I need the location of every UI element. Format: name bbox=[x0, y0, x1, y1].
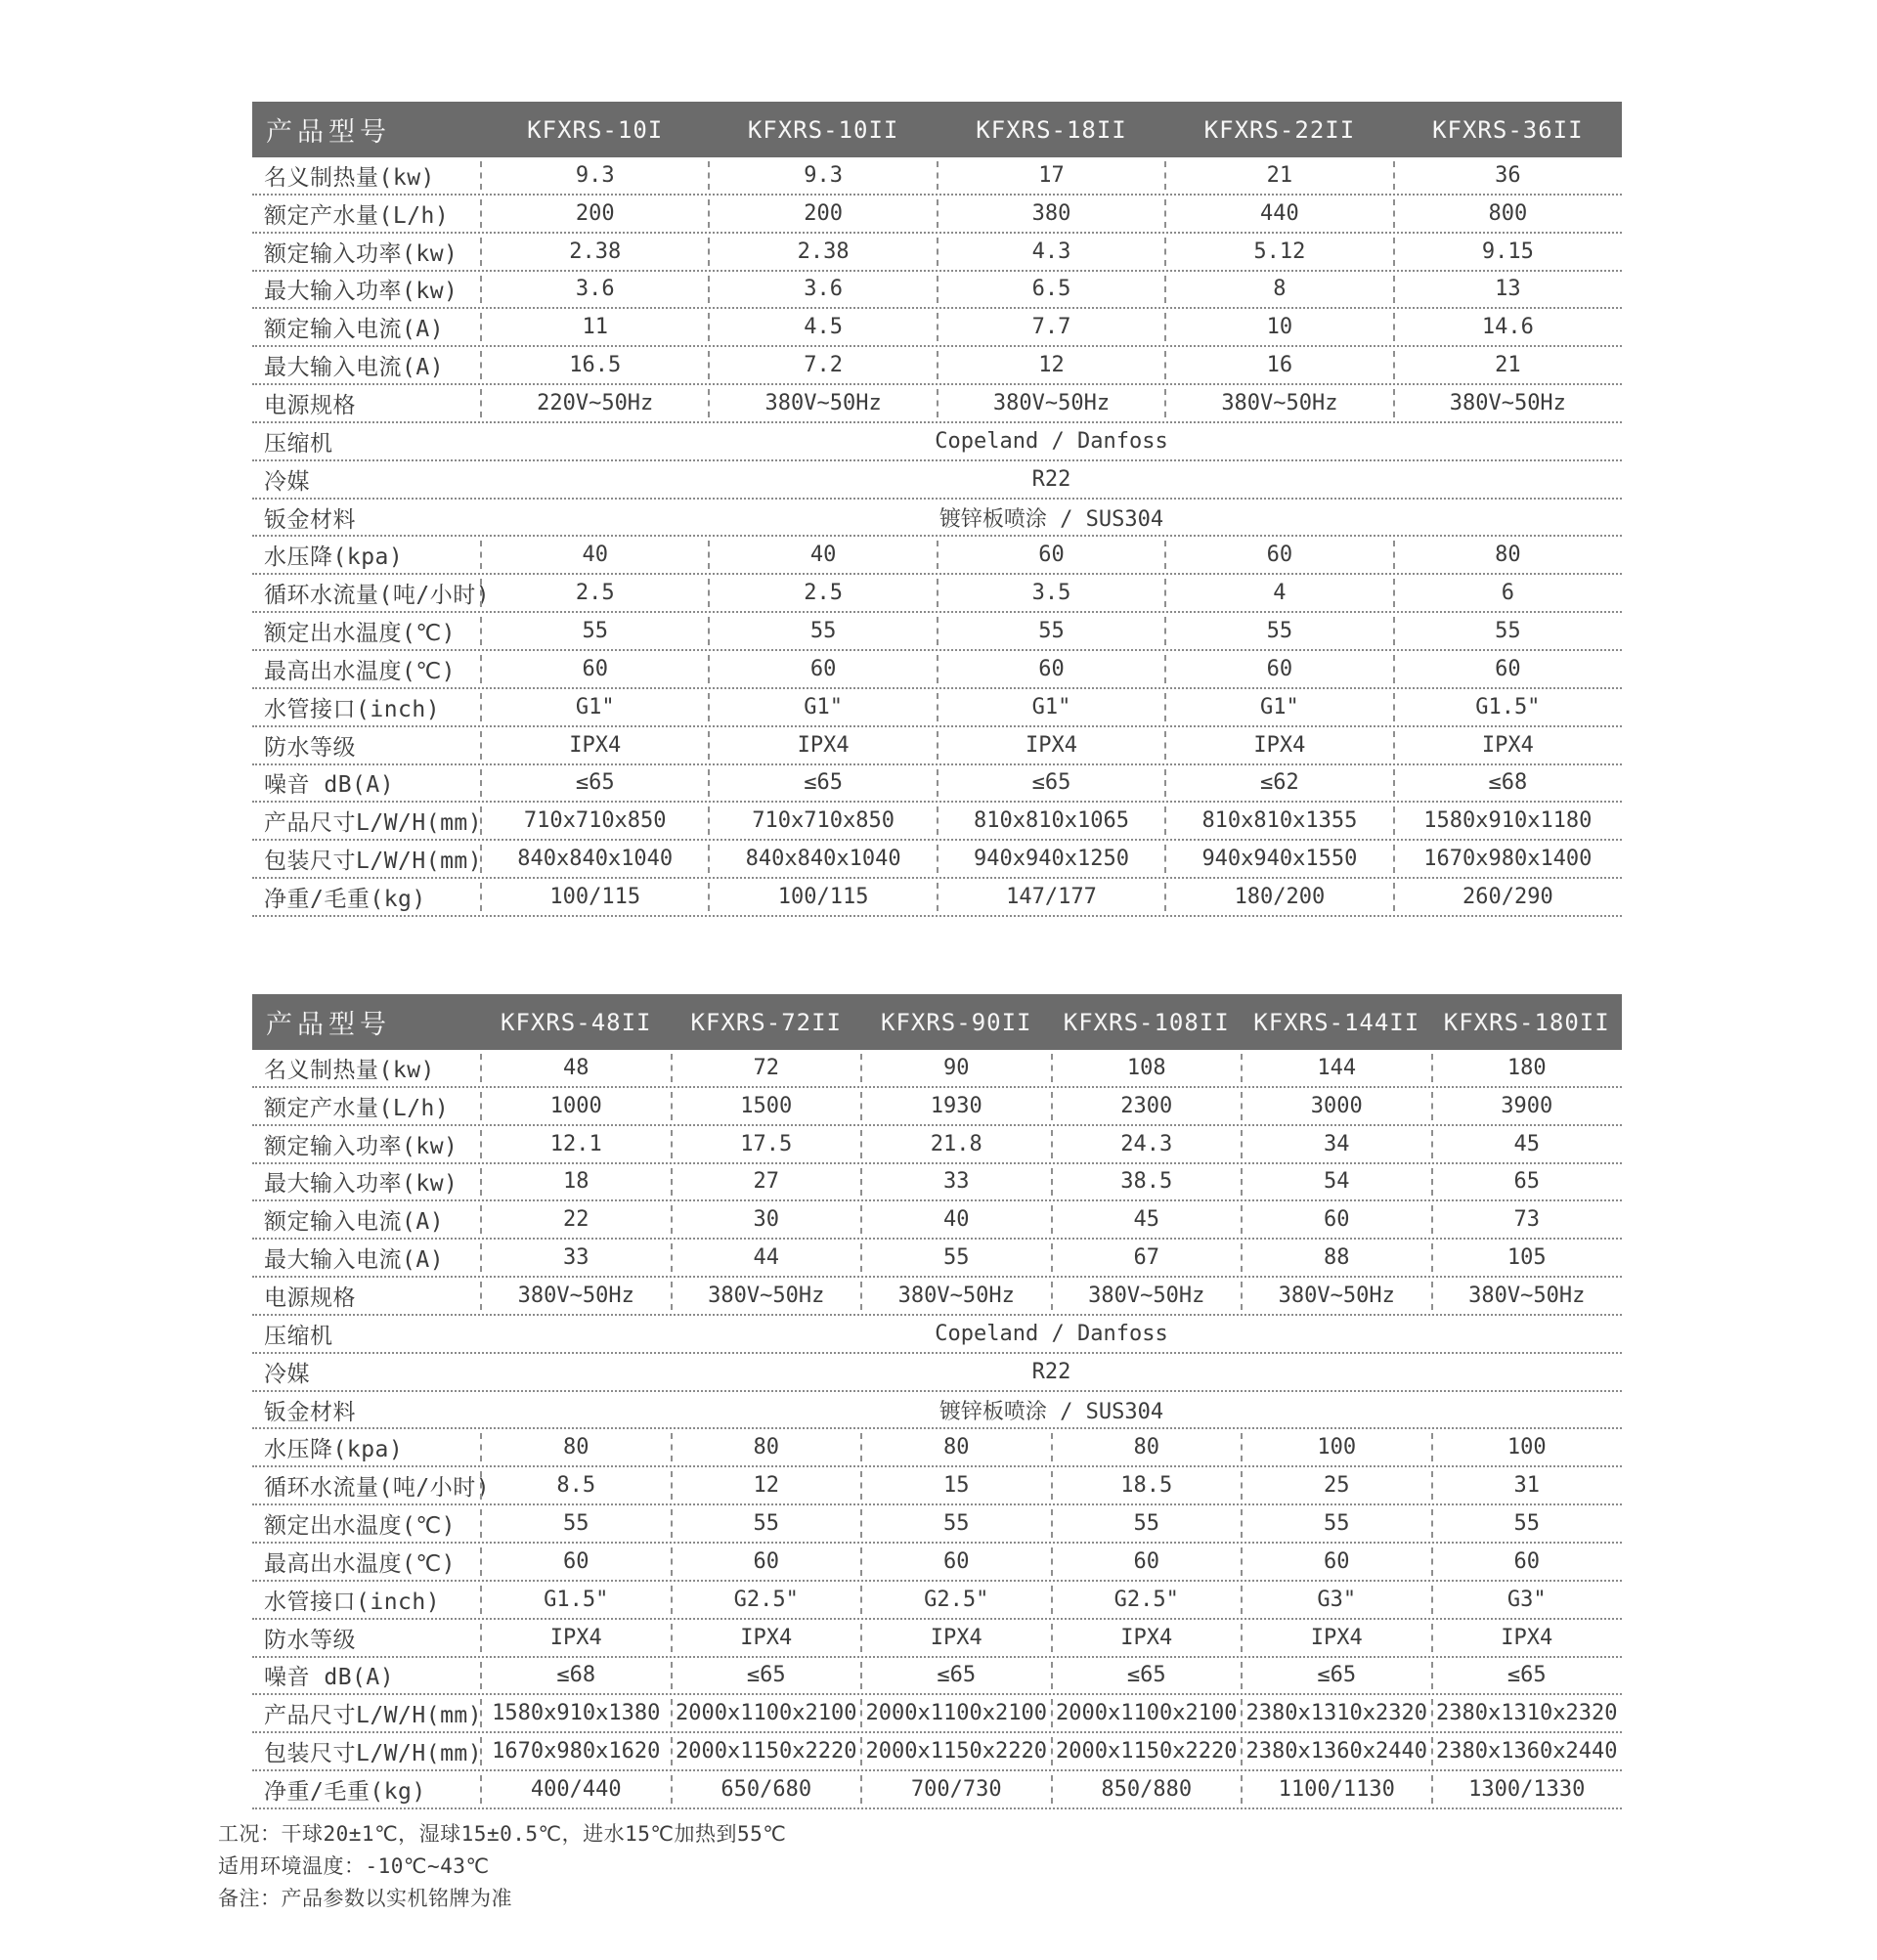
spec-value-cell: 3.6 bbox=[481, 272, 709, 308]
spec-value-cell: 40 bbox=[709, 537, 937, 573]
spec-value-cell: ≤68 bbox=[481, 1658, 672, 1694]
spec-value-cell: G1" bbox=[481, 689, 709, 725]
spec-table-large-models bbox=[252, 994, 1622, 1809]
spec-value-cell: 36 bbox=[1394, 157, 1622, 194]
spec-value-cell: IPX4 bbox=[481, 1620, 672, 1656]
spec-value-cell: G2.5" bbox=[1052, 1582, 1243, 1618]
row-label: 水管接口(inch) bbox=[264, 696, 441, 722]
spec-value-cell: ≤65 bbox=[709, 765, 937, 802]
spec-value-cell: 1000 bbox=[481, 1088, 672, 1124]
spec-value-cell: ≤65 bbox=[1052, 1658, 1243, 1694]
row-label: 冷媒 bbox=[264, 1361, 310, 1387]
spec-value-cell: 80 bbox=[1052, 1429, 1243, 1465]
table-row bbox=[252, 765, 1622, 804]
spec-value-cell: 180/200 bbox=[1165, 879, 1393, 915]
spec-value-cell: 2000x1100x2100 bbox=[1052, 1695, 1243, 1731]
row-label: 电源规格 bbox=[264, 392, 356, 418]
row-label: 噪音 dB(A) bbox=[264, 1665, 395, 1691]
spec-value-cell: 3000 bbox=[1242, 1088, 1432, 1124]
spec-value-cell: 108 bbox=[1052, 1050, 1243, 1086]
spec-value-cell: 31 bbox=[1432, 1467, 1623, 1503]
spec-value-cell: 2.38 bbox=[709, 234, 937, 270]
model-column-title: 产品型号 bbox=[266, 117, 391, 148]
spec-value-cell: 8.5 bbox=[481, 1467, 672, 1503]
spec-value-cell: 440 bbox=[1165, 196, 1393, 232]
spec-value-cell: 88 bbox=[1242, 1240, 1432, 1276]
table-row bbox=[252, 1050, 1622, 1088]
table-row bbox=[252, 689, 1622, 727]
row-label: 名义制热量(kw) bbox=[264, 164, 435, 191]
spec-value-cell: 220V~50Hz bbox=[481, 385, 709, 421]
spec-value-cell: 380V~50Hz bbox=[1394, 385, 1622, 421]
table-row bbox=[252, 272, 1622, 310]
spec-value-cell: 55 bbox=[861, 1240, 1052, 1276]
spec-value-cell: IPX4 bbox=[481, 727, 709, 763]
table-row bbox=[252, 803, 1622, 841]
table-row bbox=[252, 423, 1622, 461]
table-row bbox=[252, 1201, 1622, 1240]
table-row bbox=[252, 347, 1622, 385]
spec-value-cell: 80 bbox=[481, 1429, 672, 1465]
spec-value-cell: 8 bbox=[1165, 272, 1393, 308]
model-header-cell: KFXRS-48II bbox=[501, 1008, 652, 1036]
row-label: 最高出水温度(℃) bbox=[264, 1550, 457, 1577]
spec-value-cell: 1500 bbox=[672, 1088, 862, 1124]
spec-value-cell: 147/177 bbox=[938, 879, 1165, 915]
spec-value-cell: ≤65 bbox=[481, 765, 709, 802]
spec-value-cell: 33 bbox=[481, 1240, 672, 1276]
table-row bbox=[252, 1278, 1622, 1316]
spec-value-cell: 2.5 bbox=[709, 575, 937, 611]
spec-value-cell: 55 bbox=[481, 613, 709, 649]
spec-value-cell: 2000x1100x2100 bbox=[672, 1695, 862, 1731]
spec-value-cell: 90 bbox=[861, 1050, 1052, 1086]
model-header-cell: KFXRS-18II bbox=[976, 115, 1127, 144]
spec-value-cell: 9.3 bbox=[709, 157, 937, 194]
spec-value-cell: 38.5 bbox=[1052, 1164, 1243, 1200]
model-header-cell: KFXRS-144II bbox=[1253, 1008, 1420, 1036]
spec-value-cell: 2000x1150x2220 bbox=[1052, 1733, 1243, 1769]
table-row bbox=[252, 1429, 1622, 1467]
spec-value-cell: 15 bbox=[861, 1467, 1052, 1503]
spec-value-cell: 40 bbox=[861, 1201, 1052, 1238]
spec-value-cell: 22 bbox=[481, 1201, 672, 1238]
spec-value-cell: 72 bbox=[672, 1050, 862, 1086]
spec-value-cell: 1300/1330 bbox=[1432, 1771, 1623, 1808]
spec-value-cell: 940x940x1250 bbox=[938, 841, 1165, 877]
spec-value-cell: IPX4 bbox=[1432, 1620, 1623, 1656]
row-label: 额定输入功率(kw) bbox=[264, 1133, 458, 1159]
spec-value-cell: IPX4 bbox=[1242, 1620, 1432, 1656]
spec-value-cell: 7.7 bbox=[938, 309, 1165, 345]
model-header-cell: KFXRS-36II bbox=[1432, 115, 1584, 144]
spec-value-cell: 60 bbox=[1165, 537, 1393, 573]
spec-value-cell: 48 bbox=[481, 1050, 672, 1086]
spec-value-cell: G1" bbox=[938, 689, 1165, 725]
footnote-test-conditions: 工况：干球20±1℃，湿球15±0.5℃，进水15℃加热到55℃ bbox=[218, 1822, 787, 1846]
row-label: 最大输入电流(A) bbox=[264, 1247, 445, 1274]
spec-value-cell: 810x810x1355 bbox=[1165, 803, 1393, 839]
spec-value-cell: 60 bbox=[938, 537, 1165, 573]
row-label: 噪音 dB(A) bbox=[264, 772, 395, 799]
row-label: 防水等级 bbox=[264, 734, 356, 761]
spec-value-cell: 44 bbox=[672, 1240, 862, 1276]
spec-value-cell: 60 bbox=[1432, 1544, 1623, 1580]
row-label: 净重/毛重(kg) bbox=[264, 886, 426, 912]
spec-value-cell: 60 bbox=[672, 1544, 862, 1580]
table-body bbox=[252, 1050, 1622, 1809]
spec-value-cell: 380 bbox=[938, 196, 1165, 232]
row-label: 额定出水温度(℃) bbox=[264, 1513, 457, 1540]
model-header-cell: KFXRS-90II bbox=[881, 1008, 1032, 1036]
row-label: 包装尺寸L/W/H(mm) bbox=[264, 849, 483, 875]
table-row bbox=[252, 1126, 1622, 1164]
row-label: 额定输入电流(A) bbox=[264, 317, 445, 343]
spec-value-cell: 3.6 bbox=[709, 272, 937, 308]
table-row bbox=[252, 879, 1622, 917]
spec-table-small-models bbox=[252, 102, 1622, 917]
row-label: 最大输入功率(kw) bbox=[264, 279, 458, 305]
spec-value-cell: ≤65 bbox=[1432, 1658, 1623, 1694]
row-label: 钣金材料 bbox=[264, 506, 356, 533]
spec-value-cell: 40 bbox=[481, 537, 709, 573]
spec-value-cell: 2.38 bbox=[481, 234, 709, 270]
model-header-cell: KFXRS-72II bbox=[690, 1008, 842, 1036]
spec-value-cell: 11 bbox=[481, 309, 709, 345]
spec-value-cell: ≤65 bbox=[938, 765, 1165, 802]
row-label: 电源规格 bbox=[264, 1285, 356, 1311]
spec-value-cell: 380V~50Hz bbox=[709, 385, 937, 421]
spec-value-cell: 80 bbox=[672, 1429, 862, 1465]
spec-value-cell: 55 bbox=[861, 1505, 1052, 1542]
spec-value-cell: 380V~50Hz bbox=[672, 1278, 862, 1314]
spec-value-cell: 12.1 bbox=[481, 1126, 672, 1162]
row-label: 压缩机 bbox=[264, 1323, 333, 1349]
spec-value-cell: 13 bbox=[1394, 272, 1622, 308]
spec-value-cell: 260/290 bbox=[1394, 879, 1622, 915]
spec-value-cell: 810x810x1065 bbox=[938, 803, 1165, 839]
spec-value-cell: 60 bbox=[1052, 1544, 1243, 1580]
spec-value-cell: 4.3 bbox=[938, 234, 1165, 270]
spec-value-cell: 17.5 bbox=[672, 1126, 862, 1162]
spec-value-cell: 7.2 bbox=[709, 347, 937, 383]
table-row bbox=[252, 1316, 1622, 1354]
table-row bbox=[252, 575, 1622, 613]
table-row bbox=[252, 1354, 1622, 1392]
spec-value-cell: G3" bbox=[1432, 1582, 1623, 1618]
spec-value-cell: 2380x1360x2440 bbox=[1242, 1733, 1432, 1769]
table-row bbox=[252, 1582, 1622, 1620]
spec-value-cell: 12 bbox=[672, 1467, 862, 1503]
spec-value-cell: 4.5 bbox=[709, 309, 937, 345]
table-row bbox=[252, 500, 1622, 538]
spec-value-cell: 380V~50Hz bbox=[1432, 1278, 1623, 1314]
row-label: 压缩机 bbox=[264, 430, 333, 457]
table-row bbox=[252, 234, 1622, 272]
spec-value-cell: 60 bbox=[481, 1544, 672, 1580]
table-row bbox=[252, 537, 1622, 575]
spec-value-cell: 6.5 bbox=[938, 272, 1165, 308]
spec-value-cell: ≤65 bbox=[672, 1658, 862, 1694]
spec-value-cell: 65 bbox=[1432, 1164, 1623, 1200]
row-label: 最大输入电流(A) bbox=[264, 355, 445, 381]
spec-value-cell: 60 bbox=[938, 651, 1165, 687]
spec-value-cell: 380V~50Hz bbox=[1165, 385, 1393, 421]
footnote-ambient-temperature: 适用环境温度：-10℃~43℃ bbox=[218, 1854, 490, 1878]
spec-value-cell: G2.5" bbox=[672, 1582, 862, 1618]
table-row bbox=[252, 841, 1622, 879]
row-label: 最大输入功率(kw) bbox=[264, 1171, 458, 1198]
spec-value-cell: G2.5" bbox=[861, 1582, 1052, 1618]
spec-value-cell: 200 bbox=[709, 196, 937, 232]
spec-value-cell: 54 bbox=[1242, 1164, 1432, 1200]
spec-value-cell: 2000x1150x2220 bbox=[672, 1733, 862, 1769]
spec-value-cell: 100 bbox=[1432, 1429, 1623, 1465]
spec-value-cell: 1930 bbox=[861, 1088, 1052, 1124]
spec-value-cell: G1" bbox=[1165, 689, 1393, 725]
spec-value-cell: 60 bbox=[709, 651, 937, 687]
spec-value-cell: 16 bbox=[1165, 347, 1393, 383]
row-label: 冷媒 bbox=[264, 468, 310, 495]
spec-value-cell: 16.5 bbox=[481, 347, 709, 383]
spec-value-cell: IPX4 bbox=[1052, 1620, 1243, 1656]
spec-value-cell: 55 bbox=[709, 613, 937, 649]
spec-value-cell: 60 bbox=[861, 1544, 1052, 1580]
table-row bbox=[252, 461, 1622, 500]
spec-value-cell: 105 bbox=[1432, 1240, 1623, 1276]
spec-value-cell: 100/115 bbox=[481, 879, 709, 915]
row-label: 水压降(kpa) bbox=[264, 544, 404, 571]
row-label: 额定输入电流(A) bbox=[264, 1209, 445, 1236]
spec-value-cell: 1580x910x1180 bbox=[1394, 803, 1622, 839]
spec-value-cell: 180 bbox=[1432, 1050, 1623, 1086]
spec-value-cell: 144 bbox=[1242, 1050, 1432, 1086]
spec-value-cell: G1" bbox=[709, 689, 937, 725]
spec-value-cell: 2380x1310x2320 bbox=[1432, 1695, 1623, 1731]
spec-value-cell: 3900 bbox=[1432, 1088, 1623, 1124]
table-row bbox=[252, 1467, 1622, 1505]
spec-value-cell: IPX4 bbox=[1165, 727, 1393, 763]
table-row bbox=[252, 1733, 1622, 1771]
spec-value-cell: 9.3 bbox=[481, 157, 709, 194]
spec-value-cell: 45 bbox=[1052, 1201, 1243, 1238]
spec-value-cell: ≤65 bbox=[1242, 1658, 1432, 1694]
table-body bbox=[252, 157, 1622, 917]
spec-span-value: R22 bbox=[1031, 1359, 1071, 1384]
spec-value-cell: IPX4 bbox=[1394, 727, 1622, 763]
spec-value-cell: ≤62 bbox=[1165, 765, 1393, 802]
spec-value-cell: 1100/1130 bbox=[1242, 1771, 1432, 1808]
table-header-row bbox=[252, 102, 1622, 157]
spec-value-cell: 18 bbox=[481, 1164, 672, 1200]
spec-value-cell: 67 bbox=[1052, 1240, 1243, 1276]
table-row bbox=[252, 613, 1622, 651]
table-row bbox=[252, 1771, 1622, 1809]
spec-value-cell: 60 bbox=[1394, 651, 1622, 687]
model-header-cell: KFXRS-108II bbox=[1063, 1008, 1230, 1036]
row-label: 额定产水量(L/h) bbox=[264, 202, 450, 229]
spec-span-value: 镀锌板喷涂 / SUS304 bbox=[938, 506, 1164, 532]
spec-span-value: Copeland / Danfoss bbox=[935, 1321, 1168, 1346]
spec-value-cell: 380V~50Hz bbox=[1052, 1278, 1243, 1314]
spec-span-value: 镀锌板喷涂 / SUS304 bbox=[938, 1399, 1164, 1424]
row-label: 额定产水量(L/h) bbox=[264, 1095, 450, 1121]
row-label: 产品尺寸L/W/H(mm) bbox=[264, 810, 483, 837]
footnote-remark: 备注：产品参数以实机铭牌为准 bbox=[218, 1887, 512, 1910]
table-row bbox=[252, 1505, 1622, 1544]
spec-value-cell: 5.12 bbox=[1165, 234, 1393, 270]
spec-value-cell: 33 bbox=[861, 1164, 1052, 1200]
row-label: 产品尺寸L/W/H(mm) bbox=[264, 1703, 483, 1729]
spec-value-cell: 55 bbox=[1242, 1505, 1432, 1542]
row-label: 额定出水温度(℃) bbox=[264, 621, 457, 647]
spec-value-cell: 940x940x1550 bbox=[1165, 841, 1393, 877]
table-row bbox=[252, 1240, 1622, 1278]
table-row bbox=[252, 385, 1622, 423]
model-header-cell: KFXRS-10I bbox=[527, 115, 664, 144]
spec-value-cell: 850/880 bbox=[1052, 1771, 1243, 1808]
spec-value-cell: 73 bbox=[1432, 1201, 1623, 1238]
model-header-cell: KFXRS-10II bbox=[747, 115, 899, 144]
spec-value-cell: 400/440 bbox=[481, 1771, 672, 1808]
table-row bbox=[252, 1164, 1622, 1202]
spec-value-cell: 21.8 bbox=[861, 1126, 1052, 1162]
spec-value-cell: 60 bbox=[1165, 651, 1393, 687]
spec-value-cell: 17 bbox=[938, 157, 1165, 194]
spec-value-cell: 6 bbox=[1394, 575, 1622, 611]
spec-value-cell: 25 bbox=[1242, 1467, 1432, 1503]
spec-value-cell: 380V~50Hz bbox=[1242, 1278, 1432, 1314]
spec-value-cell: 2380x1310x2320 bbox=[1242, 1695, 1432, 1731]
table-row bbox=[252, 1544, 1622, 1582]
row-label: 钣金材料 bbox=[264, 1399, 356, 1425]
spec-value-cell: IPX4 bbox=[938, 727, 1165, 763]
spec-value-cell: 800 bbox=[1394, 196, 1622, 232]
spec-value-cell: 34 bbox=[1242, 1126, 1432, 1162]
row-label: 循环水流量(吨/小时) bbox=[264, 1475, 491, 1502]
spec-value-cell: 80 bbox=[861, 1429, 1052, 1465]
row-label: 水压降(kpa) bbox=[264, 1437, 404, 1463]
spec-span-value: R22 bbox=[1031, 466, 1071, 492]
spec-value-cell: 30 bbox=[672, 1201, 862, 1238]
spec-value-cell: G1.5" bbox=[481, 1582, 672, 1618]
spec-value-cell: 4 bbox=[1165, 575, 1393, 611]
spec-value-cell: 14.6 bbox=[1394, 309, 1622, 345]
spec-value-cell: 21 bbox=[1394, 347, 1622, 383]
spec-value-cell: 21 bbox=[1165, 157, 1393, 194]
row-label: 名义制热量(kw) bbox=[264, 1057, 435, 1083]
spec-value-cell: 840x840x1040 bbox=[709, 841, 937, 877]
table-row bbox=[252, 1620, 1622, 1658]
table-header-row bbox=[252, 994, 1622, 1050]
table-row bbox=[252, 157, 1622, 196]
spec-value-cell: G1.5" bbox=[1394, 689, 1622, 725]
spec-value-cell: 3.5 bbox=[938, 575, 1165, 611]
spec-value-cell: 80 bbox=[1394, 537, 1622, 573]
spec-value-cell: 24.3 bbox=[1052, 1126, 1243, 1162]
spec-value-cell: 12 bbox=[938, 347, 1165, 383]
spec-value-cell: 200 bbox=[481, 196, 709, 232]
spec-value-cell: 650/680 bbox=[672, 1771, 862, 1808]
footnotes bbox=[218, 1818, 786, 1915]
spec-value-cell: 710x710x850 bbox=[481, 803, 709, 839]
spec-value-cell: 2380x1360x2440 bbox=[1432, 1733, 1623, 1769]
spec-value-cell: 2.5 bbox=[481, 575, 709, 611]
spec-value-cell: 380V~50Hz bbox=[861, 1278, 1052, 1314]
spec-value-cell: IPX4 bbox=[861, 1620, 1052, 1656]
spec-value-cell: 27 bbox=[672, 1164, 862, 1200]
spec-value-cell: 1670x980x1400 bbox=[1394, 841, 1622, 877]
spec-value-cell: 380V~50Hz bbox=[481, 1278, 672, 1314]
row-label: 净重/毛重(kg) bbox=[264, 1778, 426, 1805]
row-label: 水管接口(inch) bbox=[264, 1589, 441, 1615]
model-header-cell: KFXRS-180II bbox=[1443, 1008, 1610, 1036]
table-row bbox=[252, 1392, 1622, 1430]
row-label: 最高出水温度(℃) bbox=[264, 658, 457, 684]
spec-value-cell: 60 bbox=[1242, 1544, 1432, 1580]
table-row bbox=[252, 727, 1622, 765]
table-row bbox=[252, 1088, 1622, 1126]
spec-value-cell: IPX4 bbox=[672, 1620, 862, 1656]
spec-value-cell: 10 bbox=[1165, 309, 1393, 345]
spec-value-cell: ≤65 bbox=[861, 1658, 1052, 1694]
spec-value-cell: 55 bbox=[1052, 1505, 1243, 1542]
spec-value-cell: 18.5 bbox=[1052, 1467, 1243, 1503]
spec-value-cell: 380V~50Hz bbox=[938, 385, 1165, 421]
spec-value-cell: 1670x980x1620 bbox=[481, 1733, 672, 1769]
spec-value-cell: 2000x1100x2100 bbox=[861, 1695, 1052, 1731]
spec-value-cell: 9.15 bbox=[1394, 234, 1622, 270]
spec-value-cell: 55 bbox=[1432, 1505, 1623, 1542]
table-row bbox=[252, 651, 1622, 689]
row-label: 循环水流量(吨/小时) bbox=[264, 583, 491, 609]
row-label: 包装尺寸L/W/H(mm) bbox=[264, 1741, 483, 1767]
spec-value-cell: 60 bbox=[1242, 1201, 1432, 1238]
table-row bbox=[252, 309, 1622, 347]
table-row bbox=[252, 1695, 1622, 1733]
spec-value-cell: 710x710x850 bbox=[709, 803, 937, 839]
spec-value-cell: 45 bbox=[1432, 1126, 1623, 1162]
row-label: 防水等级 bbox=[264, 1627, 356, 1653]
spec-value-cell: G3" bbox=[1242, 1582, 1432, 1618]
spec-value-cell: 840x840x1040 bbox=[481, 841, 709, 877]
table-row bbox=[252, 1658, 1622, 1696]
spec-span-value: Copeland / Danfoss bbox=[935, 428, 1168, 454]
spec-value-cell: 60 bbox=[481, 651, 709, 687]
spec-value-cell: 55 bbox=[938, 613, 1165, 649]
model-column-title: 产品型号 bbox=[266, 1010, 391, 1040]
table-row bbox=[252, 196, 1622, 234]
spec-value-cell: 100/115 bbox=[709, 879, 937, 915]
spec-value-cell: 55 bbox=[1165, 613, 1393, 649]
spec-value-cell: 700/730 bbox=[861, 1771, 1052, 1808]
spec-value-cell: ≤68 bbox=[1394, 765, 1622, 802]
spec-value-cell: 55 bbox=[672, 1505, 862, 1542]
spec-value-cell: IPX4 bbox=[709, 727, 937, 763]
row-label: 额定输入功率(kw) bbox=[264, 240, 458, 267]
spec-value-cell: 2300 bbox=[1052, 1088, 1243, 1124]
spec-value-cell: 55 bbox=[481, 1505, 672, 1542]
spec-value-cell: 100 bbox=[1242, 1429, 1432, 1465]
spec-value-cell: 2000x1150x2220 bbox=[861, 1733, 1052, 1769]
spec-value-cell: 55 bbox=[1394, 613, 1622, 649]
spec-value-cell: 1580x910x1380 bbox=[481, 1695, 672, 1731]
model-header-cell: KFXRS-22II bbox=[1203, 115, 1356, 144]
